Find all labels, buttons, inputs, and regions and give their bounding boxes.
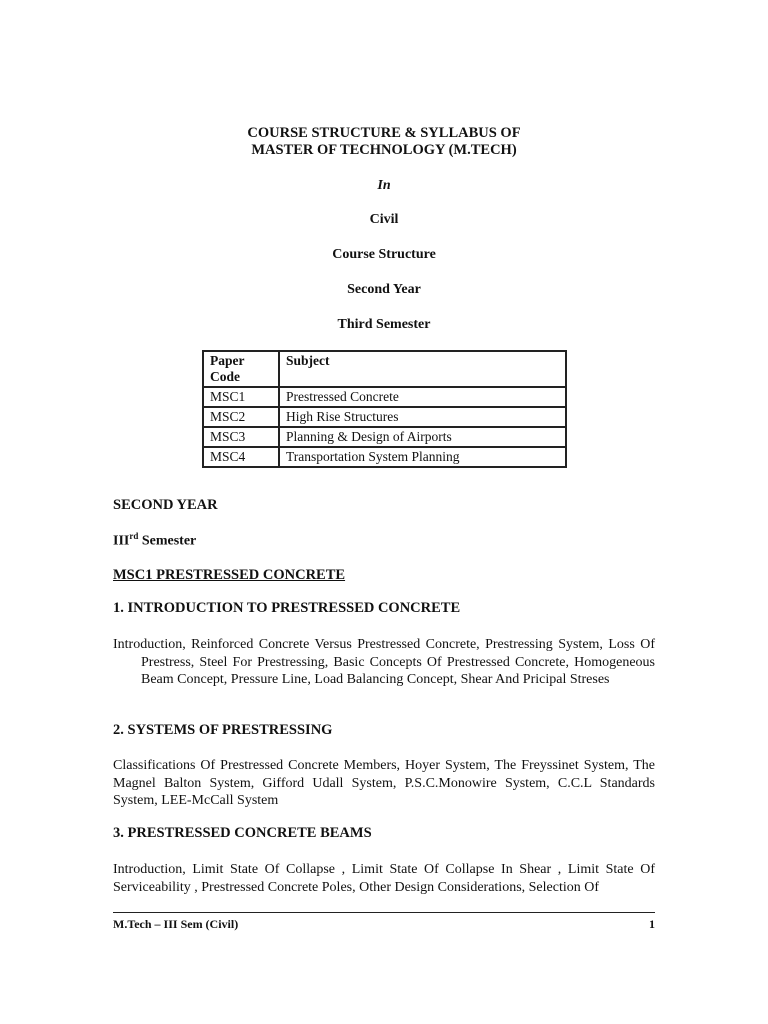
section-heading: 2. SYSTEMS OF PRESTRESSING (113, 722, 333, 738)
footer-label: M.Tech – III Sem (Civil) (113, 917, 239, 931)
section-heading: 3. PRESTRESSED CONCRETE BEAMS (113, 825, 372, 841)
table-row (203, 427, 566, 447)
title-line-1: COURSE STRUCTURE & SYLLABUS OF (247, 125, 521, 141)
course-table (202, 350, 567, 468)
header-subject: Subject (279, 351, 566, 387)
paper-code-cell: MSC4 (203, 447, 279, 467)
table-row (203, 447, 566, 467)
course-structure-label: Course Structure (332, 247, 436, 262)
table-row (203, 407, 566, 427)
header-paper-code: Paper Code (203, 351, 279, 387)
table-header-row (203, 351, 566, 387)
section-heading: 1. INTRODUCTION TO PRESTRESSED CONCRETE (113, 600, 461, 616)
page-number: 1 (649, 917, 655, 931)
second-year-heading: SECOND YEAR (113, 497, 218, 513)
branch-label: Civil (369, 212, 399, 227)
table-row (203, 387, 566, 407)
section-text: Introduction, Limit State Of Collapse , Limit State Of Collapse In Shear , Limit State Of Serviceability , Prestressed Concrete Poles, Other Design Considerations, Selection Of (113, 862, 655, 895)
subject-cell: Transportation System Planning (279, 447, 566, 467)
subject-cell: High Rise Structures (279, 407, 566, 427)
paper-code-cell: MSC3 (203, 427, 279, 447)
year-label: Second Year (347, 282, 421, 297)
document-title (0, 125, 768, 159)
course-heading: MSC1 PRESTRESSED CONCRETE (113, 567, 346, 583)
in-label: In (377, 178, 391, 193)
subject-cell: Prestressed Concrete (279, 387, 566, 407)
footer-divider (113, 912, 655, 913)
paper-code-cell: MSC2 (203, 407, 279, 427)
section-text: Introduction, Reinforced Concrete Versus Prestressed Concrete, Prestressing System, Loss Of Prestress, Steel For Prestressing, Basic Concepts Of Prestressed Concrete, Homogeneous Beam Concept, Pressure Line, Load Balancing Concept, Shear And Pricipal Streses (113, 637, 655, 687)
section-text: Classifications Of Prestressed Concrete Members, Hoyer System, The Freyssinet System, The Magnel Balton System, Gifford Udall System, P.S.C.Monowire System, C.C.L Standards System, LEE-McCall System (113, 758, 655, 808)
semester-heading: IIIrd Semester (113, 531, 197, 549)
title-line-2: MASTER OF TECHNOLOGY (M.TECH) (251, 142, 517, 158)
semester-label: Third Semester (337, 317, 431, 332)
subject-cell: Planning & Design of Airports (279, 427, 566, 447)
paper-code-cell: MSC1 (203, 387, 279, 407)
